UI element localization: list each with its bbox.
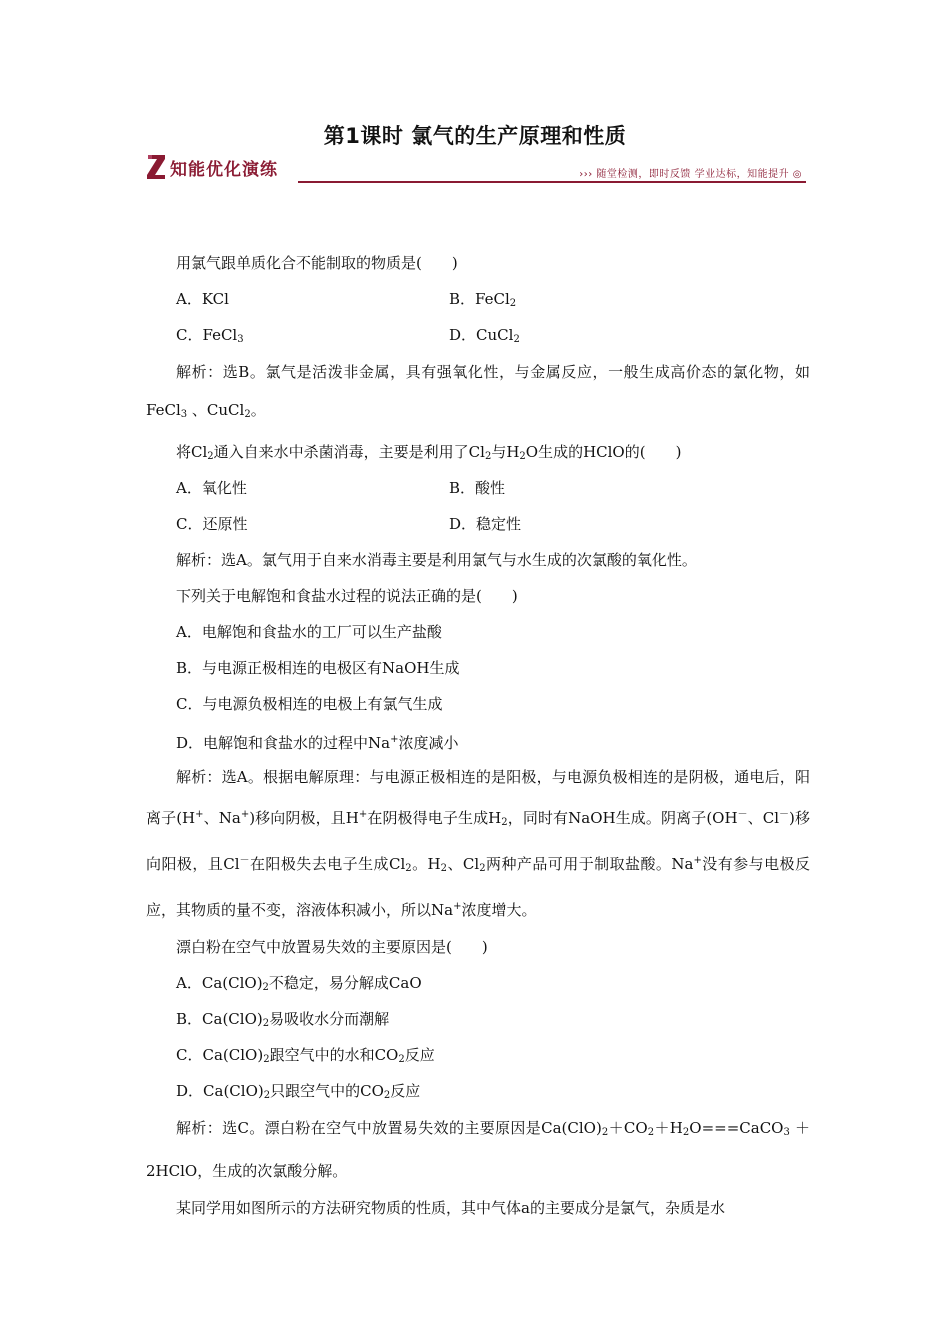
question-2-options-cd bbox=[146, 506, 810, 542]
option-a: A．KCl bbox=[176, 290, 229, 308]
exercise-content bbox=[146, 245, 810, 1226]
option-b: B．与电源正极相连的电极区有NaOH生成 bbox=[176, 659, 460, 677]
option-d: D．稳定性 bbox=[449, 515, 522, 533]
option-b: B．酸性 bbox=[449, 479, 506, 497]
option-c: C．与电源负极相连的电极上有氯气生成 bbox=[176, 695, 443, 713]
option-b: B．FeCl$_2$ bbox=[449, 290, 517, 309]
page-title: 第1课时 氯气的生产原理和性质 bbox=[323, 124, 627, 148]
option-a: A．氧化性 bbox=[176, 479, 247, 497]
option-c: C．FeCl$_3$ bbox=[176, 326, 244, 345]
question-3-stem: 下列关于电解饱和食盐水过程的说法正确的是( ) bbox=[176, 587, 518, 605]
banner-slogan: ››› 随堂检测，即时反馈 学业达标，知能提升 ◎ bbox=[579, 169, 802, 180]
z-logo-icon bbox=[146, 154, 166, 180]
option-a: A．电解饱和食盐水的工厂可以生产盐酸 bbox=[176, 623, 442, 641]
option-c: C．还原性 bbox=[176, 515, 248, 533]
banner-divider bbox=[298, 181, 806, 183]
question-3-explanation: 解析：选A。根据电解原理：与电源正极相连的是阳极，与电源负极相连的是阴极，通电后，阳离子(H+、Na+)移向阴极，且H+在阴极得电子生成$H_2$，同时有NaOH生成。阴离子(OH－、Cl－)移向阳极，且Cl－在阳极失去电子生成$Cl_2$。$H_2$、$Cl_2$两种产品可用于制取盐酸。Na+没有参与电极反应，其物质的量不变，溶液体积减小，所以Na+浓度增大。 bbox=[146, 768, 810, 919]
question-4-explanation: 解析：选C。漂白粉在空气中放置易失效的主要原因是$Ca(ClO)_2+CO_2+H_2O===CaCO_3$ ＋2HClO，生成的次氯酸分解。 bbox=[146, 1119, 810, 1180]
question-1-options-cd bbox=[146, 317, 810, 353]
question-2-options-ab bbox=[146, 470, 810, 506]
question-1-options-ab bbox=[146, 281, 810, 317]
option-d: D．电解饱和食盐水的过程中Na+浓度减小 bbox=[176, 734, 459, 752]
question-2-stem: 将$Cl_2$通入自来水中杀菌消毒，主要是利用了$Cl_2$与$H_2O$生成的HClO的( ) bbox=[176, 443, 682, 462]
banner-name: 知能优化演练 bbox=[170, 160, 278, 180]
section-banner bbox=[146, 152, 806, 186]
option-a: A．$Ca(ClO)_2$不稳定，易分解成CaO bbox=[176, 974, 422, 993]
question-2-explanation: 解析：选A。氯气用于自来水消毒主要是利用氯气与水生成的次氯酸的氧化性。 bbox=[176, 551, 697, 569]
option-d: D．CuCl$_2$ bbox=[449, 326, 520, 345]
option-b: B．$Ca(ClO)_2$易吸收水分而潮解 bbox=[176, 1010, 390, 1029]
question-4-stem: 漂白粉在空气中放置易失效的主要原因是( ) bbox=[176, 938, 488, 956]
question-1-stem: 用氯气跟单质化合不能制取的物质是( ) bbox=[176, 254, 458, 272]
question-5-stem: 某同学用如图所示的方法研究物质的性质，其中气体a的主要成分是氯气，杂质是水 bbox=[176, 1199, 725, 1217]
option-d: D．$Ca(ClO)_2$只跟空气中的$CO_2$反应 bbox=[176, 1082, 421, 1101]
option-c: C．$Ca(ClO)_2$跟空气中的水和$CO_2$反应 bbox=[176, 1046, 435, 1065]
question-1-explanation: 解析：选B。氯气是活泼非金属，具有强氧化性，与金属反应，一般生成高价态的氯化物，如FeCl$_3$ 、CuCl$_2$。 bbox=[146, 363, 810, 420]
